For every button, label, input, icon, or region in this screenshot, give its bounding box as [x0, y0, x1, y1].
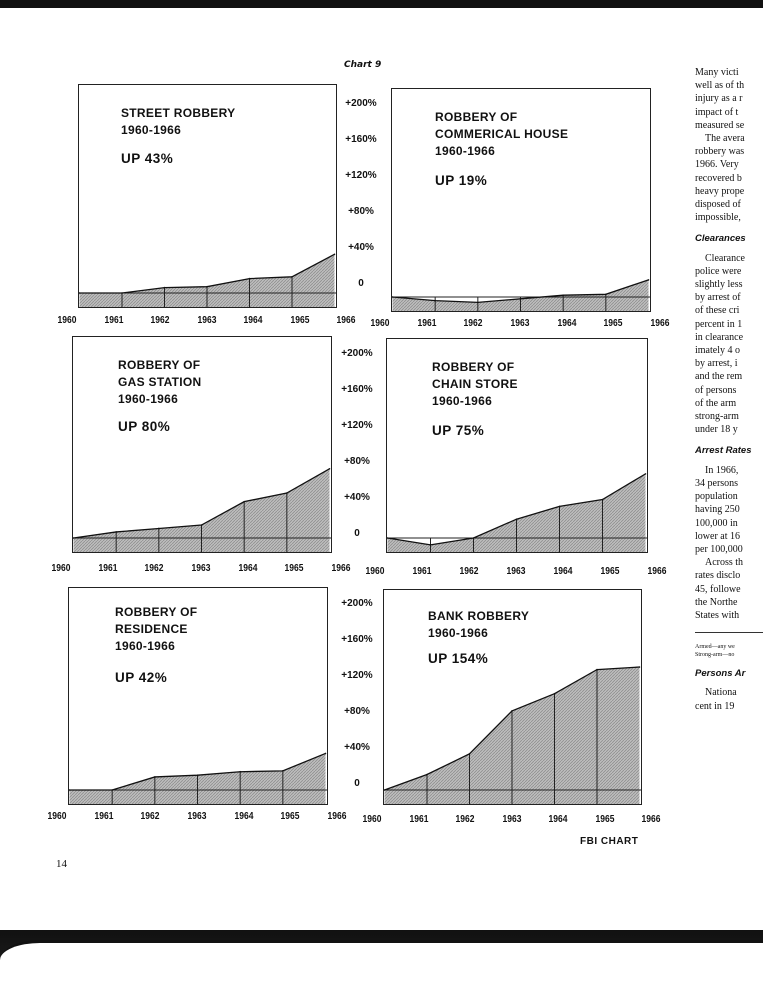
x-tick-label: 1964 [553, 566, 573, 577]
text-line: recovered b [695, 172, 742, 184]
text-line: In 1966, [705, 464, 739, 476]
chart-headline: UP 154% [428, 651, 489, 666]
data-point [559, 506, 561, 508]
x-tick-label: 1963 [506, 566, 526, 577]
text-line: lower at 16 [695, 530, 740, 542]
x-tick-label: 1964 [238, 563, 258, 574]
text-line: of these cri [695, 305, 740, 317]
text-line: robbery was [695, 146, 745, 158]
x-tick-label: 1966 [641, 814, 661, 825]
data-point [115, 531, 117, 533]
text-line: Many victi [695, 67, 739, 78]
x-tick-label: 1965 [284, 563, 304, 574]
text-column [695, 66, 763, 713]
data-point [434, 300, 436, 302]
section-heading: Arrest Rates [695, 445, 752, 457]
data-point [426, 774, 428, 776]
data-point [239, 771, 241, 773]
text-line: and the rem [695, 371, 743, 383]
chart-title: STREET ROBBERY 1960-1966 [121, 106, 236, 137]
data-point [516, 518, 518, 520]
data-point [164, 287, 166, 289]
y-tick-label: +80% [344, 706, 370, 717]
data-point [154, 776, 156, 778]
x-tick-label: 1965 [600, 566, 620, 577]
x-tick-label: 1961 [412, 566, 432, 577]
y-tick-label: +160% [345, 134, 377, 145]
chart-title: ROBBERY OF GAS STATION 1960-1966 [118, 358, 202, 406]
text-line: Strong-arm—no [695, 652, 735, 659]
x-tick-label: 1962 [140, 811, 160, 822]
x-tick-label: 1960 [47, 811, 67, 822]
text-line: measured se [695, 119, 745, 131]
text-line: police were [695, 265, 742, 277]
text-line: in clearance [695, 331, 744, 343]
data-point [469, 753, 471, 755]
chart-panel [68, 587, 328, 805]
y-tick-label: +40% [344, 492, 370, 503]
x-tick-label: 1963 [510, 318, 530, 329]
x-tick-label: 1961 [98, 563, 118, 574]
text-line: of persons [695, 384, 737, 396]
x-tick-label: 1963 [197, 315, 216, 326]
data-point [554, 693, 556, 695]
chart-title: ROBBERY OF COMMERICAL HOUSE 1960-1966 [435, 110, 569, 158]
text-line: Armed—any we [695, 644, 735, 651]
y-tick-label: 0 [358, 278, 364, 289]
x-tick-label: 1961 [104, 315, 123, 326]
text-line: Nationa [705, 687, 737, 699]
x-tick-label: 1961 [94, 811, 114, 822]
y-tick-label: +120% [345, 170, 377, 181]
text-line: by arrest of [695, 292, 741, 304]
chart-headline: UP 80% [118, 419, 171, 434]
text-line: imately 4 o [695, 345, 740, 357]
x-tick-label: 1963 [191, 563, 211, 574]
text-line: The avera [705, 133, 745, 145]
text-line: impossible, [695, 212, 741, 224]
text-line: Across th [705, 557, 744, 569]
text-line: well as of th [695, 80, 745, 92]
x-tick-label: 1966 [336, 315, 356, 326]
divider [695, 632, 763, 633]
data-point [325, 753, 327, 755]
text-line: 100,000 in [695, 517, 738, 529]
text-line: rates disclo [695, 570, 741, 582]
text-line: having 250 [695, 504, 740, 516]
scan-edge [0, 930, 763, 990]
y-tick-label: +40% [348, 242, 374, 253]
data-point [520, 298, 522, 300]
text-line: by arrest, i [695, 358, 738, 370]
x-tick-label: 1962 [150, 315, 170, 326]
x-tick-label: 1962 [459, 566, 479, 577]
y-tick-label: 0 [354, 778, 360, 789]
data-point [249, 278, 251, 280]
data-point [206, 286, 208, 288]
x-tick-label: 1963 [187, 811, 207, 822]
section-heading: Persons Ar [695, 668, 746, 680]
text-line: under 18 y [695, 424, 738, 436]
section-heading: Clearances [695, 233, 746, 245]
chart-panel [72, 336, 332, 553]
chart-panel [386, 338, 648, 553]
text-line: of the arm [695, 397, 737, 409]
text-line: 45, followe [695, 583, 741, 595]
data-point [562, 294, 564, 296]
chart-panel [391, 88, 651, 312]
y-tick-label: +120% [341, 420, 373, 431]
x-tick-label: 1966 [650, 318, 670, 329]
chart-headline: UP 19% [435, 173, 488, 188]
text-line: slightly less [695, 279, 743, 291]
chart-title: ROBBERY OF RESIDENCE 1960-1966 [115, 605, 198, 653]
page-number: 14 [56, 858, 67, 870]
text-line: Clearance [705, 252, 745, 264]
y-tick-label: +80% [344, 456, 370, 467]
chart-headline: UP 75% [432, 423, 485, 438]
x-tick-label: 1962 [463, 318, 483, 329]
x-tick-label: 1960 [365, 566, 385, 577]
y-tick-label: +200% [345, 98, 377, 109]
data-point [291, 276, 293, 278]
text-line: per 100,000 [695, 543, 743, 555]
text-line: States with [695, 609, 740, 621]
text-line: the Northe [695, 596, 738, 608]
text-line: strong-arm [695, 411, 739, 423]
data-point [334, 254, 336, 256]
y-tick-label: +40% [344, 742, 370, 753]
x-tick-label: 1962 [455, 814, 475, 825]
text-line: heavy prope [695, 185, 745, 197]
x-tick-label: 1961 [417, 318, 437, 329]
y-tick-label: +200% [341, 598, 373, 609]
area-chart [69, 588, 327, 804]
data-point [286, 492, 288, 494]
chart-headline: UP 42% [115, 670, 168, 685]
x-tick-label: 1960 [57, 315, 77, 326]
text-line: disposed of [695, 199, 741, 211]
top-border [0, 0, 763, 8]
data-point [243, 501, 245, 503]
y-tick-label: +160% [341, 384, 373, 395]
x-tick-label: 1960 [370, 318, 390, 329]
source-label: FBI CHART [580, 836, 639, 847]
x-tick-label: 1965 [290, 315, 309, 326]
text-line: cent in 19 [695, 700, 735, 712]
text-line: percent in 1 [695, 318, 743, 330]
x-tick-label: 1964 [234, 811, 254, 822]
y-tick-label: +80% [348, 206, 374, 217]
data-point [639, 666, 641, 668]
data-point [201, 524, 203, 526]
text-line: 34 persons [695, 477, 739, 489]
x-tick-label: 1963 [502, 814, 521, 825]
text-line: impact of t [695, 106, 739, 118]
data-point [430, 544, 432, 546]
x-tick-label: 1965 [595, 814, 614, 825]
y-tick-label: 0 [354, 528, 360, 539]
data-point [158, 528, 160, 530]
text-line: injury as a r [695, 93, 743, 105]
chart-panel [383, 589, 642, 805]
x-tick-label: 1965 [280, 811, 300, 822]
area-chart [73, 337, 331, 552]
x-tick-label: 1961 [409, 814, 428, 825]
chart-panel [78, 84, 337, 308]
data-point [282, 770, 284, 772]
x-tick-label: 1960 [362, 814, 382, 825]
data-point [121, 292, 123, 294]
data-point [111, 789, 113, 791]
chart-headline: UP 43% [121, 151, 174, 166]
x-tick-label: 1964 [557, 318, 577, 329]
x-tick-label: 1964 [548, 814, 568, 825]
y-tick-label: +200% [341, 348, 373, 359]
x-tick-label: 1962 [144, 563, 164, 574]
chart-title: ROBBERY OF CHAIN STORE 1960-1966 [432, 360, 518, 408]
y-tick-label: +160% [341, 634, 373, 645]
data-point [602, 499, 604, 501]
chart-title: BANK ROBBERY 1960-1966 [428, 609, 530, 640]
x-tick-label: 1966 [647, 566, 667, 577]
data-point [645, 473, 647, 475]
data-point [329, 468, 331, 470]
x-tick-label: 1966 [327, 811, 347, 822]
x-tick-label: 1966 [331, 563, 351, 574]
data-point [511, 710, 513, 712]
chart-caption: Chart 9 [344, 60, 382, 70]
y-tick-label: +120% [341, 670, 373, 681]
data-point [477, 302, 479, 304]
text-line: population [695, 491, 738, 503]
data-point [197, 774, 199, 776]
data-point [648, 279, 650, 281]
data-point [473, 537, 475, 539]
x-tick-label: 1965 [603, 318, 623, 329]
data-point [605, 294, 607, 296]
text-line: 1966. Very [695, 159, 739, 171]
x-tick-label: 1964 [243, 315, 263, 326]
data-point [596, 669, 598, 671]
x-tick-label: 1960 [51, 563, 71, 574]
